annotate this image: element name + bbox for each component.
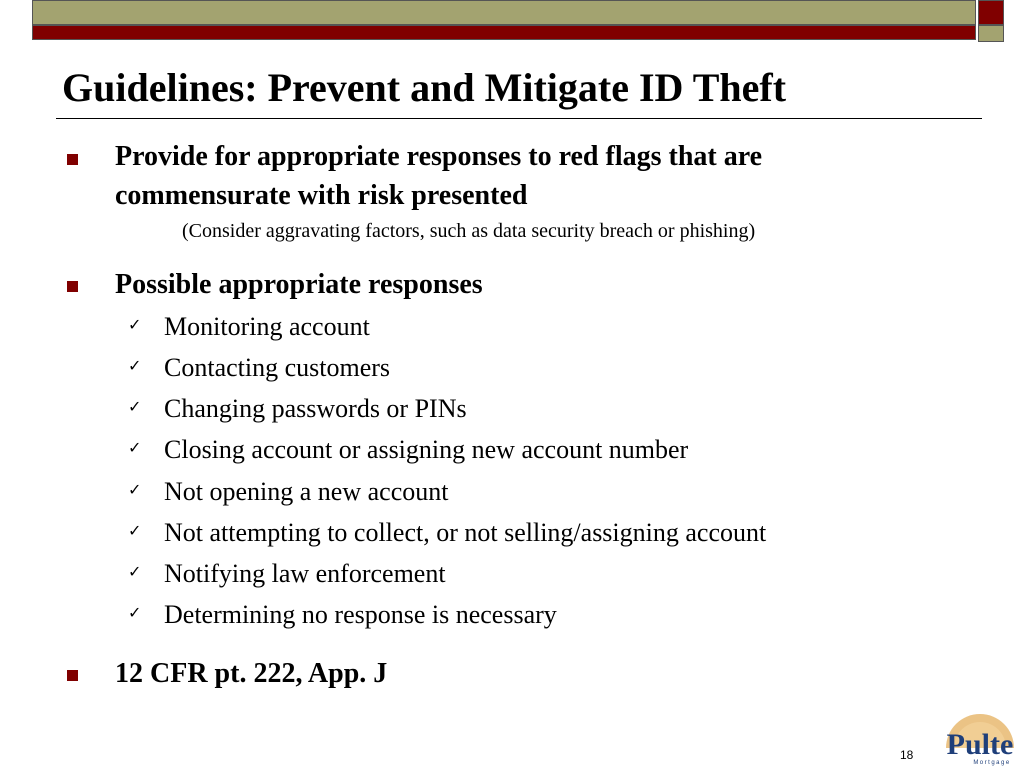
olive-header-bar [32,0,976,25]
bullet-1-line-2: commensurate with risk presented [115,180,528,211]
bullet-3-text: 12 CFR pt. 222, App. J [115,658,388,689]
list-item-label: Not attempting to collect, or not selling/assigning account [164,518,767,547]
checkmark-icon: ✓ [128,397,142,416]
slide-title: Guidelines: Prevent and Mitigate ID Theft [62,65,787,110]
checkmark-icon: ✓ [128,438,142,457]
maroon-corner-square [978,0,1004,25]
olive-corner-square [978,25,1004,42]
square-bullet-icon [67,281,78,292]
checkmark-icon: ✓ [128,603,142,622]
checkmark-icon: ✓ [128,315,142,334]
square-bullet-icon [67,154,78,165]
pulte-mortgage-logo [938,704,1022,766]
header-decoration [0,0,1024,44]
bullet-2-text: Possible appropriate responses [115,269,483,300]
list-item-label: Changing passwords or PINs [164,394,467,423]
list-item-label: Not opening a new account [164,477,449,506]
title-underline [56,118,982,119]
list-item-label: Notifying law enforcement [164,559,446,588]
checkmark-icon: ✓ [128,562,142,581]
checkmark-icon: ✓ [128,521,142,540]
bullet-1-note: (Consider aggravating factors, such as data security breach or phishing) [182,220,756,242]
bullet-1-line-1: Provide for appropriate responses to red flags that are [115,141,763,172]
checkmark-icon: ✓ [128,480,142,499]
list-item-label: Contacting customers [164,353,391,382]
logo-tagline: Mortgage [973,760,1011,766]
logo-wordmark: Pulte [946,728,1014,761]
square-bullet-icon [67,670,78,681]
list-item-label: Monitoring account [164,312,370,341]
list-item-label: Closing account or assigning new account number [164,435,689,464]
maroon-header-bar [32,25,976,40]
page-number: 18 [900,748,914,762]
list-item-label: Determining no response is necessary [164,600,557,629]
checkmark-icon: ✓ [128,356,142,375]
